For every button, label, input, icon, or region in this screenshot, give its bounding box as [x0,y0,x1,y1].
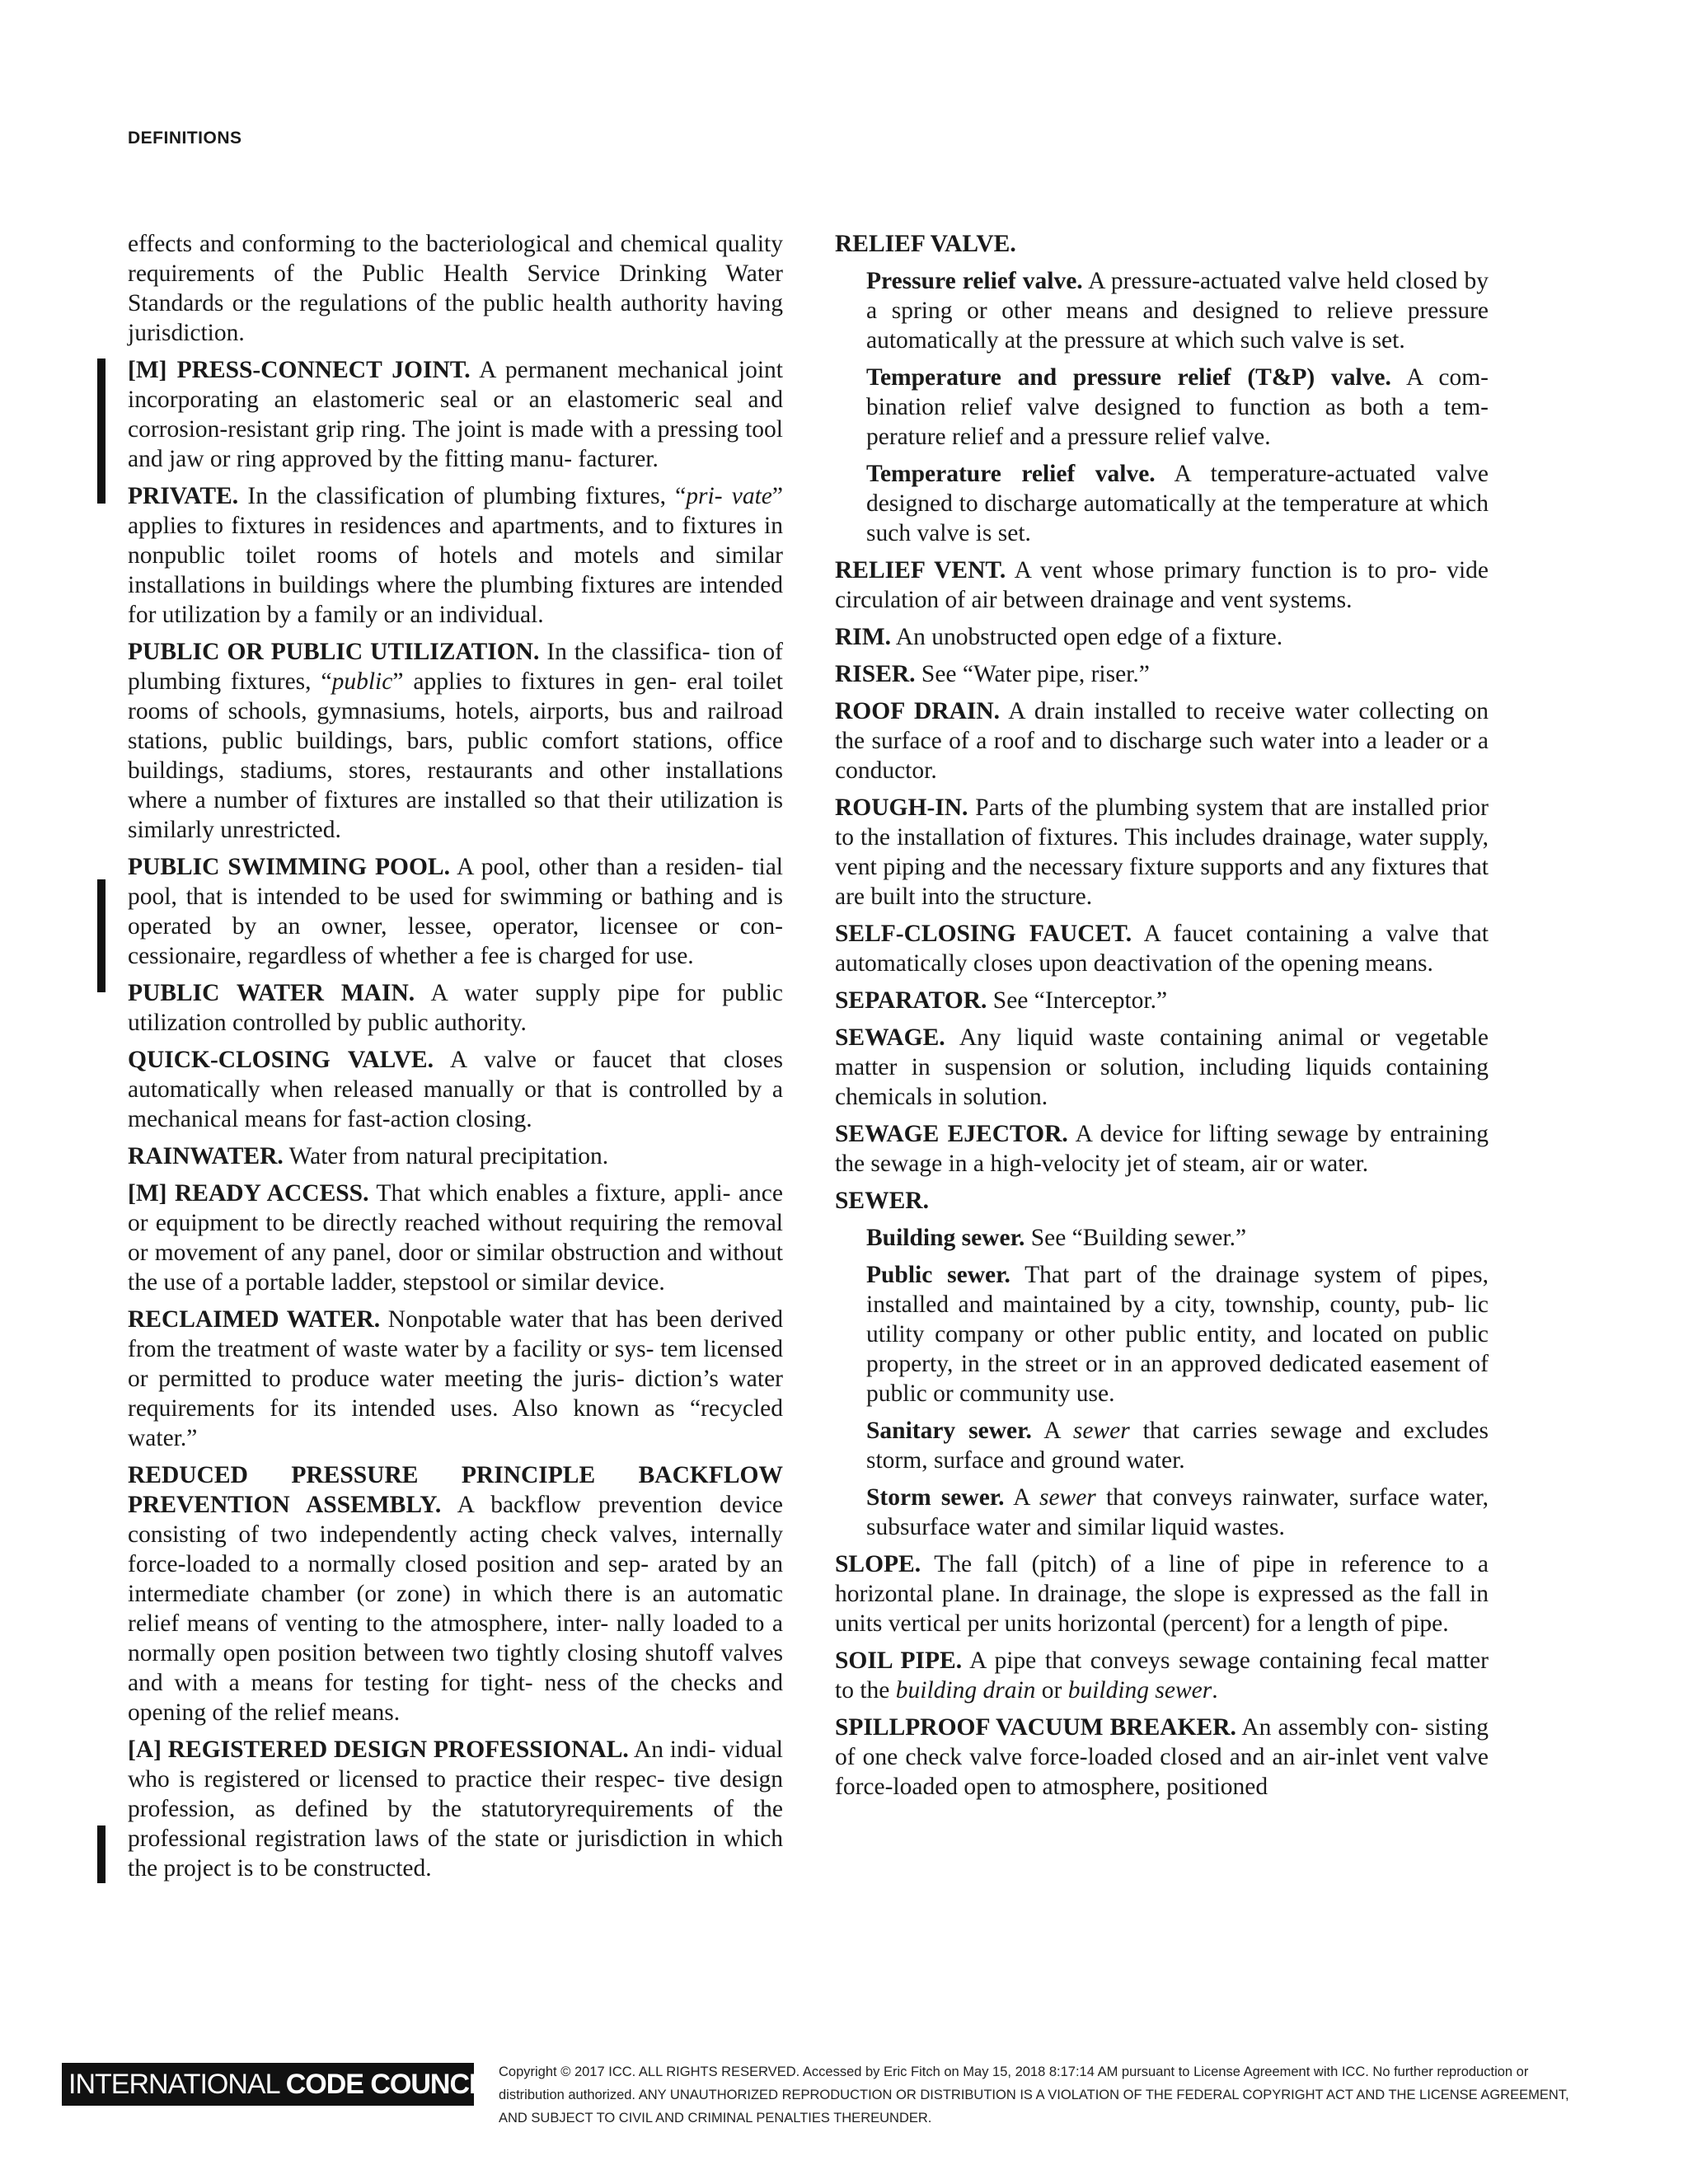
definition-entry [128,1735,783,1883]
definition-term: RIM. [835,624,892,650]
definition-term: SEWER. [835,1188,929,1214]
definition-term: SEWAGE. [835,1024,945,1051]
definition-term: ROOF DRAIN. [835,698,1001,724]
definition-term: SEWAGE EJECTOR. [835,1121,1068,1147]
definition-text: An indi- vidual who is registered or licensed to practice their respec- tive design profession, as defined by the statutoryrequirements of the professional registration laws of the state or jurisdiction in which the project is to be constructed. [128,1736,783,1882]
change-bar [97,879,106,992]
definition-term: SLOPE. [835,1551,921,1577]
definition-entry [128,852,783,971]
change-bar [97,1825,106,1883]
registered-mark: ® [492,2064,502,2079]
definition-text: A temperature-actuated valve designed to discharge automatically at the temperature at which such valve is set. [866,461,1489,546]
definition-text: Parts of the plumbing system that are installed prior to the installation of fixtures. This includes drainage, water supply, vent piping and the necessary fixture supports and any fixtures that are built into the structure. [835,794,1489,910]
definition-text: That which enables a fixture, appli- ance or equipment to be directly reached without requiring the removal or movement of any panel, door or similar obstruction and without the use of a portable ladder, stepstool or similar device. [128,1180,783,1296]
definition-entry [835,1023,1489,1112]
definition-entry [835,659,1489,689]
definition-text: A pressure-actuated valve held closed by a spring or other means and designed to relieve pressure automatically at the pressure at which such valve is set. [866,268,1489,354]
definition-text: or [1035,1677,1068,1704]
definition-entry [835,986,1489,1015]
definition-text: A pipe that conveys sewage containing fecal matter to the [835,1647,1489,1704]
definition-term: SOIL PIPE. [835,1647,963,1674]
definition-text: Any liquid waste containing animal or vegetable matter in suspension or solution, including liquids containing chemicals in solution. [835,1024,1489,1110]
definition-entry [128,637,783,845]
definition-text: A com- bination relief valve designed to function as both a tem- perature relief and a pressure relief valve. [866,364,1489,450]
definition-text: ” applies to fixtures in gen- eral toilet rooms of schools, gymnasiums, hotels, airports, bus and railroad stations, public buildings, bars, public comfort stations, office buildings, stadiums, stores, restaurants and other installations where a number of fixtures are installed so that their utilization is similarly unrestricted. [128,668,783,843]
definition-term: PRIVATE. [128,483,239,509]
icc-logo [62,2063,502,2106]
definition-term: Building sewer. [866,1225,1025,1251]
definition-entry [835,793,1489,912]
definition-term: [A] REGISTERED DESIGN PROFESSIONAL. [128,1736,629,1763]
sub-definition [866,363,1489,452]
copyright-notice: Copyright © 2017 ICC. ALL RIGHTS RESERVED. Accessed by Eric Fitch on May 15, 2018 8:17:14 AM pursuant to License Agreement with ICC. No further reproduction or distribution authorized. ANY UNAUTHORIZED REPRODUCTION OR DISTRIBUTION IS A VIOLATION OF THE FEDERAL COPYRIGHT ACT AND THE LICENSE AGREEMENT, AND SUBJECT TO CIVIL AND CRIMINAL PENALTIES THEREUNDER. [499,2064,1569,2125]
definition-text: In the classifica- tion of plumbing fixtures, “ [128,639,783,695]
definition-emphasis: building drain [895,1677,1036,1704]
definition-text: That part of the drainage system of pipes, installed and maintained by a city, township, county, pub- lic utility company or other public entity, and located on public property, in the street or in an approved dedicated easement of public or community use. [866,1262,1489,1407]
logo-text-light: INTERNATIONAL [68,2069,286,2100]
definition-text: See “Interceptor.” [987,987,1168,1014]
sub-definition [866,1416,1489,1475]
definition-text: A water supply pipe for public utilization controlled by public authority. [128,980,783,1036]
definition-entry [128,978,783,1038]
definition-text: A valve or faucet that closes automatically when released manually or that is controlled by a mechanical means for fast-action closing. [128,1047,783,1132]
definition-term: Public sewer. [866,1262,1010,1288]
definition-entry [835,1646,1489,1705]
sub-definition [866,266,1489,355]
definition-entry [835,1713,1489,1802]
change-bar [97,359,106,504]
definition-entry [128,1045,783,1134]
definition-text: An unobstructed open edge of a fixture. [891,624,1283,650]
definition-term: RECLAIMED WATER. [128,1306,381,1333]
definition-text: that conveys rainwater, surface water, subsurface water and similar liquid wastes. [866,1484,1489,1540]
definition-emphasis: sewer [1039,1484,1096,1511]
logo-text-heavy: CODE COUNCIL [285,2069,493,2100]
definition-term: Sanitary sewer. [866,1418,1032,1444]
page-header: DEFINITIONS [128,129,242,148]
definition-entry [128,1460,783,1727]
definition-term: [M] PRESS-CONNECT JOINT. [128,357,471,383]
definition-entry [835,696,1489,785]
definition-term: SELF-CLOSING FAUCET. [835,921,1132,947]
sub-definition [866,1260,1489,1408]
definition-emphasis: sewer [1072,1418,1130,1444]
definition-emphasis: public [331,668,393,695]
definition-text: Water from natural precipitation. [283,1143,609,1169]
definition-term: RELIEF VALVE. [835,231,1016,257]
definition-term: RISER. [835,661,916,687]
definition-text: A device for lifting sewage by entraining the sewage in a high-velocity jet of steam, air or water. [835,1121,1489,1177]
sub-definition [866,1223,1489,1253]
definition-term: ROUGH-IN. [835,794,968,821]
right-column [835,229,1489,1809]
definition-term: PUBLIC OR PUBLIC UTILIZATION. [128,639,540,665]
definition-term: RAINWATER. [128,1143,284,1169]
definition-term: SEPARATOR. [835,987,987,1014]
definition-text: . [1212,1677,1218,1704]
sub-definition [866,459,1489,548]
definition-entry [835,919,1489,978]
definition-text: effects and conforming to the bacteriological and chemical quality requirements of the Public Health Service Drinking Water Standards or the regulations of the public health authority having jurisdiction. [128,231,783,346]
definition-entry [128,481,783,630]
definition-text: A [1031,1418,1073,1444]
definition-text: A [1004,1484,1039,1511]
definition-entry [128,229,783,348]
definition-text: A faucet containing a valve that automatically closes upon deactivation of the opening means. [835,921,1489,977]
definition-term: Storm sewer. [866,1484,1005,1511]
definition-entry [835,555,1489,615]
definition-text: A backflow prevention device consisting of two independently acting check valves, internally force-loaded to a normally closed position and sep- arated by an intermediate chamber (or zone) in which there is an automatic relief means of venting to the atmosphere, inter- nally loaded to a normally open position between two tightly closing shutoff valves and with a means for testing for tight- ness of the checks and opening of the relief means. [128,1492,783,1726]
sub-definition [866,1483,1489,1542]
definition-term: PUBLIC WATER MAIN. [128,980,415,1006]
definition-term: Pressure relief valve. [866,268,1083,294]
definition-entry [128,355,783,474]
definition-term: Temperature relief valve. [866,461,1156,487]
definition-term: RELIEF VENT. [835,557,1006,583]
definition-entry [128,1305,783,1453]
definition-entry [128,1141,783,1171]
definition-text: The fall (pitch) of a line of pipe in reference to a horizontal plane. In drainage, the slope is expressed as the fall in units vertical per units horizontal (percent) for a length of pipe. [835,1551,1489,1637]
definition-term: [M] READY ACCESS. [128,1180,369,1207]
definition-text: A vent whose primary function is to pro- vide circulation of air between drainage and vent systems. [835,557,1489,613]
definition-text: A pool, other than a residen- tial pool, that is intended to be used for swimming or bathing and is operated by an owner, lessee, operator, licensee or con- cessionaire, regardless of whether a fee is charged for use. [128,854,784,969]
definition-emphasis: building sewer [1067,1677,1212,1704]
definition-term: Temperature and pressure relief (T&P) valve. [866,364,1391,391]
definition-text: In the classification of plumbing fixtures, “ [238,483,687,509]
definition-term: QUICK-CLOSING VALVE. [128,1047,434,1073]
definition-text: See “Building sewer.” [1025,1225,1247,1251]
definition-text: that carries sewage and excludes storm, surface and ground water. [866,1418,1489,1474]
definition-term: SPILLPROOF VACUUM BREAKER. [835,1714,1236,1741]
left-column [128,229,783,1891]
definition-term: REDUCED PRESSURE PRINCIPLE BACKFLOW PREVENTION ASSEMBLY. [128,1462,783,1518]
definition-text: Nonpotable water that has been derived from the treatment of waste water by a facility or sys- tem licensed or permitted to produce water meeting the juris- diction’s water requirements for its intended uses. Also known as “recycled water.” [128,1306,783,1451]
definition-text: An assembly con- sisting of one check valve force-loaded closed and an air-inlet vent valve force-loaded open to atmosphere, positioned [835,1714,1489,1800]
definition-entry [128,1179,783,1297]
definition-text: A permanent mechanical joint incorporating an elastomeric seal or an elastomeric seal and corrosion-resistant grip ring. The joint is made with a pressing tool and jaw or ring approved by the fitting manu- facturer. [128,357,783,472]
definition-term: PUBLIC SWIMMING POOL. [128,854,450,880]
definition-emphasis: pri- vate [686,483,772,509]
definition-text: ” applies to fixtures in residences and apartments, and to fixtures in nonpublic toilet rooms of hotels and motels and similar installations in buildings where the plumbing fixtures are intended for utilization by a family or an individual. [128,483,783,628]
definition-entry [835,1549,1489,1638]
definition-text: A drain installed to receive water collecting on the surface of a roof and to discharge such water into a leader or a conductor. [835,698,1489,784]
definition-text: See “Water pipe, riser.” [915,661,1150,687]
definition-entry [835,1119,1489,1179]
definition-entry [835,622,1489,652]
